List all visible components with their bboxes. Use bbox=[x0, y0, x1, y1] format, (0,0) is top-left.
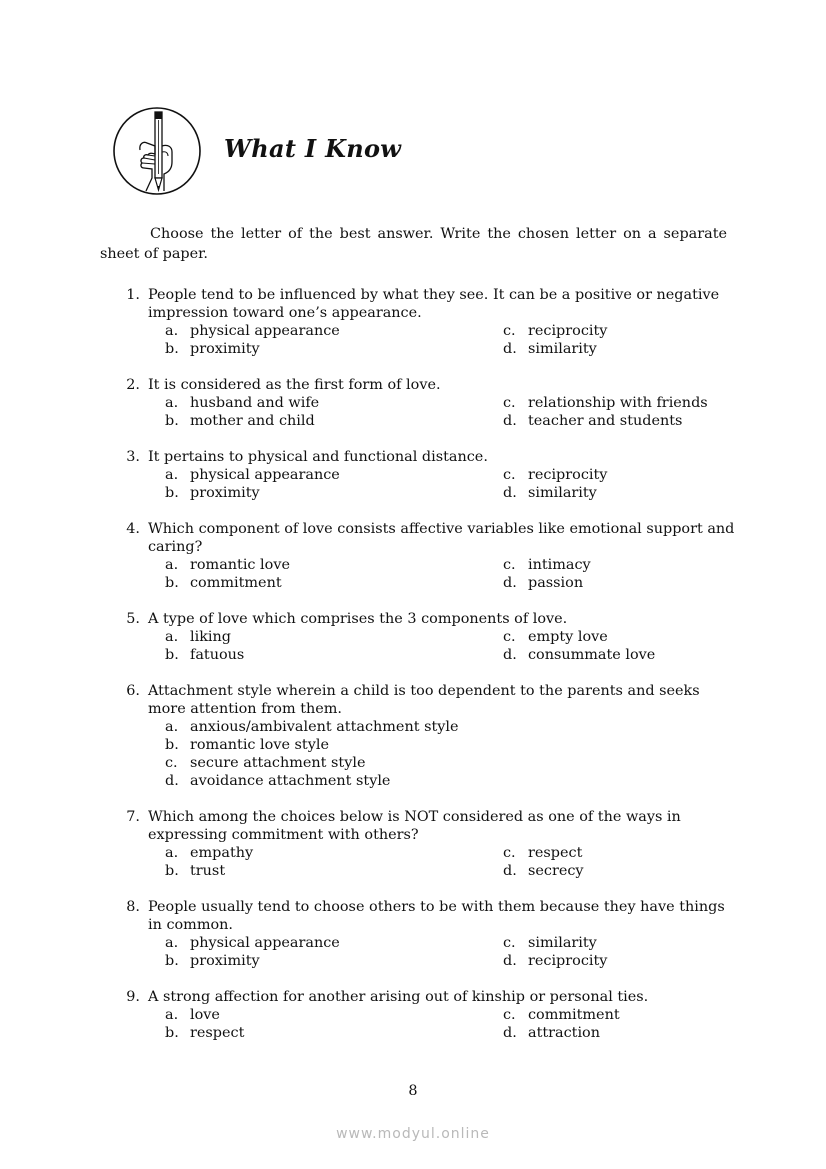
question-number: 5. bbox=[126, 611, 140, 627]
option-text: husband and wife bbox=[190, 395, 320, 411]
option-letter: d. bbox=[503, 485, 517, 501]
option-d[interactable] bbox=[503, 412, 743, 430]
option-text: passion bbox=[528, 575, 584, 591]
option-a[interactable] bbox=[165, 466, 503, 484]
question-text: Which among the choices below is NOT considered as one of the ways in expressing commitment with others? bbox=[148, 809, 681, 843]
option-d[interactable] bbox=[503, 862, 743, 880]
option-letter: a. bbox=[165, 935, 179, 951]
option-c[interactable] bbox=[503, 556, 743, 574]
option-text: teacher and students bbox=[528, 413, 683, 429]
question-item bbox=[100, 376, 740, 430]
option-a[interactable] bbox=[165, 718, 565, 736]
option-text: love bbox=[190, 1007, 220, 1023]
option-text: similarity bbox=[528, 485, 597, 501]
question-item bbox=[100, 898, 740, 970]
option-a[interactable] bbox=[165, 844, 503, 862]
question-text: Which component of love consists affective variables like emotional support and caring? bbox=[148, 521, 735, 555]
option-c[interactable] bbox=[503, 934, 743, 952]
option-b[interactable] bbox=[165, 484, 503, 502]
question-number: 6. bbox=[126, 683, 140, 699]
option-a[interactable] bbox=[165, 1006, 503, 1024]
question-text: A strong affection for another arising out of kinship or personal ties. bbox=[148, 989, 649, 1005]
question-item bbox=[100, 448, 740, 502]
option-a[interactable] bbox=[165, 556, 503, 574]
option-letter: d. bbox=[503, 575, 517, 591]
option-letter: a. bbox=[165, 1007, 179, 1023]
hand-holding-pencil-icon bbox=[112, 106, 202, 196]
option-letter: b. bbox=[165, 575, 179, 591]
option-text: similarity bbox=[528, 935, 597, 951]
option-text: proximity bbox=[190, 953, 260, 969]
option-letter: a. bbox=[165, 845, 179, 861]
option-a[interactable] bbox=[165, 934, 503, 952]
option-letter: a. bbox=[165, 395, 179, 411]
option-text: liking bbox=[190, 629, 232, 645]
option-text: commitment bbox=[190, 575, 282, 591]
option-letter: c. bbox=[503, 395, 516, 411]
option-a[interactable] bbox=[165, 394, 503, 412]
option-text: respect bbox=[190, 1025, 245, 1041]
option-letter: a. bbox=[165, 719, 179, 735]
question-item bbox=[100, 682, 740, 790]
page-number: 8 bbox=[408, 1083, 418, 1099]
option-letter: b. bbox=[165, 863, 179, 879]
question-number: 7. bbox=[126, 809, 140, 825]
option-letter: b. bbox=[165, 737, 179, 753]
option-a[interactable] bbox=[165, 628, 503, 646]
question-text: Attachment style wherein a child is too dependent to the parents and seeks more attention from them. bbox=[148, 683, 700, 717]
option-text: reciprocity bbox=[528, 323, 608, 339]
option-d[interactable] bbox=[503, 1024, 743, 1042]
option-d[interactable] bbox=[503, 484, 743, 502]
option-letter: d. bbox=[503, 953, 517, 969]
option-c[interactable] bbox=[503, 466, 743, 484]
option-letter: b. bbox=[165, 485, 179, 501]
question-list bbox=[100, 286, 740, 1042]
option-a[interactable] bbox=[165, 322, 503, 340]
question-item bbox=[100, 610, 740, 664]
option-text: relationship with friends bbox=[528, 395, 708, 411]
option-letter: b. bbox=[165, 1025, 179, 1041]
question-item bbox=[100, 988, 740, 1042]
option-b[interactable] bbox=[165, 412, 503, 430]
option-letter: d. bbox=[503, 1025, 517, 1041]
question-number: 4. bbox=[126, 521, 140, 537]
question-text: People tend to be influenced by what they see. It can be a positive or negative impression toward one’s appearance. bbox=[148, 287, 720, 321]
option-text: attraction bbox=[528, 1025, 600, 1041]
option-text: romantic love bbox=[190, 557, 290, 573]
option-text: avoidance attachment style bbox=[190, 773, 391, 789]
option-letter: a. bbox=[165, 629, 179, 645]
question-number: 1. bbox=[126, 287, 140, 303]
option-letter: b. bbox=[165, 647, 179, 663]
option-c[interactable] bbox=[165, 754, 565, 772]
question-item bbox=[100, 520, 740, 592]
option-text: proximity bbox=[190, 341, 260, 357]
question-text: It is considered as the first form of love. bbox=[148, 377, 441, 393]
option-letter: c. bbox=[503, 1007, 516, 1023]
option-text: fatuous bbox=[190, 647, 245, 663]
option-text: proximity bbox=[190, 485, 260, 501]
option-text: romantic love style bbox=[190, 737, 329, 753]
question-item bbox=[100, 286, 740, 358]
option-text: mother and child bbox=[190, 413, 315, 429]
option-text: secure attachment style bbox=[190, 755, 366, 771]
option-b[interactable] bbox=[165, 1024, 503, 1042]
option-c[interactable] bbox=[503, 628, 743, 646]
option-text: commitment bbox=[528, 1007, 620, 1023]
question-text: A type of love which comprises the 3 components of love. bbox=[148, 611, 568, 627]
question-number: 8. bbox=[126, 899, 140, 915]
option-text: consummate love bbox=[528, 647, 656, 663]
option-c[interactable] bbox=[503, 322, 743, 340]
section-title: What I Know bbox=[224, 134, 402, 163]
option-letter: c. bbox=[165, 755, 178, 771]
option-letter: c. bbox=[503, 467, 516, 483]
option-text: intimacy bbox=[528, 557, 591, 573]
option-letter: d. bbox=[503, 647, 517, 663]
option-letter: d. bbox=[503, 863, 517, 879]
option-d[interactable] bbox=[165, 772, 565, 790]
option-letter: b. bbox=[165, 413, 179, 429]
option-text: similarity bbox=[528, 341, 597, 357]
option-c[interactable] bbox=[503, 844, 743, 862]
option-letter: a. bbox=[165, 557, 179, 573]
option-letter: a. bbox=[165, 467, 179, 483]
option-letter: b. bbox=[165, 341, 179, 357]
option-letter: d. bbox=[503, 413, 517, 429]
option-letter: c. bbox=[503, 629, 516, 645]
option-letter: c. bbox=[503, 557, 516, 573]
option-d[interactable] bbox=[503, 952, 743, 970]
question-number: 9. bbox=[126, 989, 140, 1005]
question-text: It pertains to physical and functional distance. bbox=[148, 449, 488, 465]
option-text: anxious/ambivalent attachment style bbox=[190, 719, 459, 735]
question-item bbox=[100, 808, 740, 880]
option-b[interactable] bbox=[165, 736, 565, 754]
option-text: physical appearance bbox=[190, 323, 340, 339]
question-number: 2. bbox=[126, 377, 140, 393]
option-b[interactable] bbox=[165, 646, 503, 664]
option-letter: c. bbox=[503, 323, 516, 339]
option-b[interactable] bbox=[165, 862, 503, 880]
option-text: reciprocity bbox=[528, 467, 608, 483]
question-number: 3. bbox=[126, 449, 140, 465]
option-letter: a. bbox=[165, 323, 179, 339]
option-c[interactable] bbox=[503, 394, 743, 412]
option-letter: c. bbox=[503, 845, 516, 861]
option-d[interactable] bbox=[503, 340, 743, 358]
option-text: empty love bbox=[528, 629, 608, 645]
option-text: respect bbox=[528, 845, 583, 861]
option-text: reciprocity bbox=[528, 953, 608, 969]
question-text: People usually tend to choose others to be with them because they have things in common. bbox=[148, 899, 725, 933]
option-b[interactable] bbox=[165, 574, 503, 592]
option-b[interactable] bbox=[165, 340, 503, 358]
option-letter: c. bbox=[503, 935, 516, 951]
option-d[interactable] bbox=[503, 646, 743, 664]
option-text: empathy bbox=[190, 845, 254, 861]
option-text: physical appearance bbox=[190, 467, 340, 483]
instructions-text: Choose the letter of the best answer. Write the chosen letter on a separate sheet of paper. bbox=[100, 226, 727, 262]
option-letter: d. bbox=[503, 341, 517, 357]
option-letter: d. bbox=[165, 773, 179, 789]
option-letter: b. bbox=[165, 953, 179, 969]
watermark: www.modyul.online bbox=[336, 1126, 490, 1142]
option-text: physical appearance bbox=[190, 935, 340, 951]
option-d[interactable] bbox=[503, 574, 743, 592]
option-text: trust bbox=[190, 863, 226, 879]
option-c[interactable] bbox=[503, 1006, 743, 1024]
option-text: secrecy bbox=[528, 863, 584, 879]
option-b[interactable] bbox=[165, 952, 503, 970]
